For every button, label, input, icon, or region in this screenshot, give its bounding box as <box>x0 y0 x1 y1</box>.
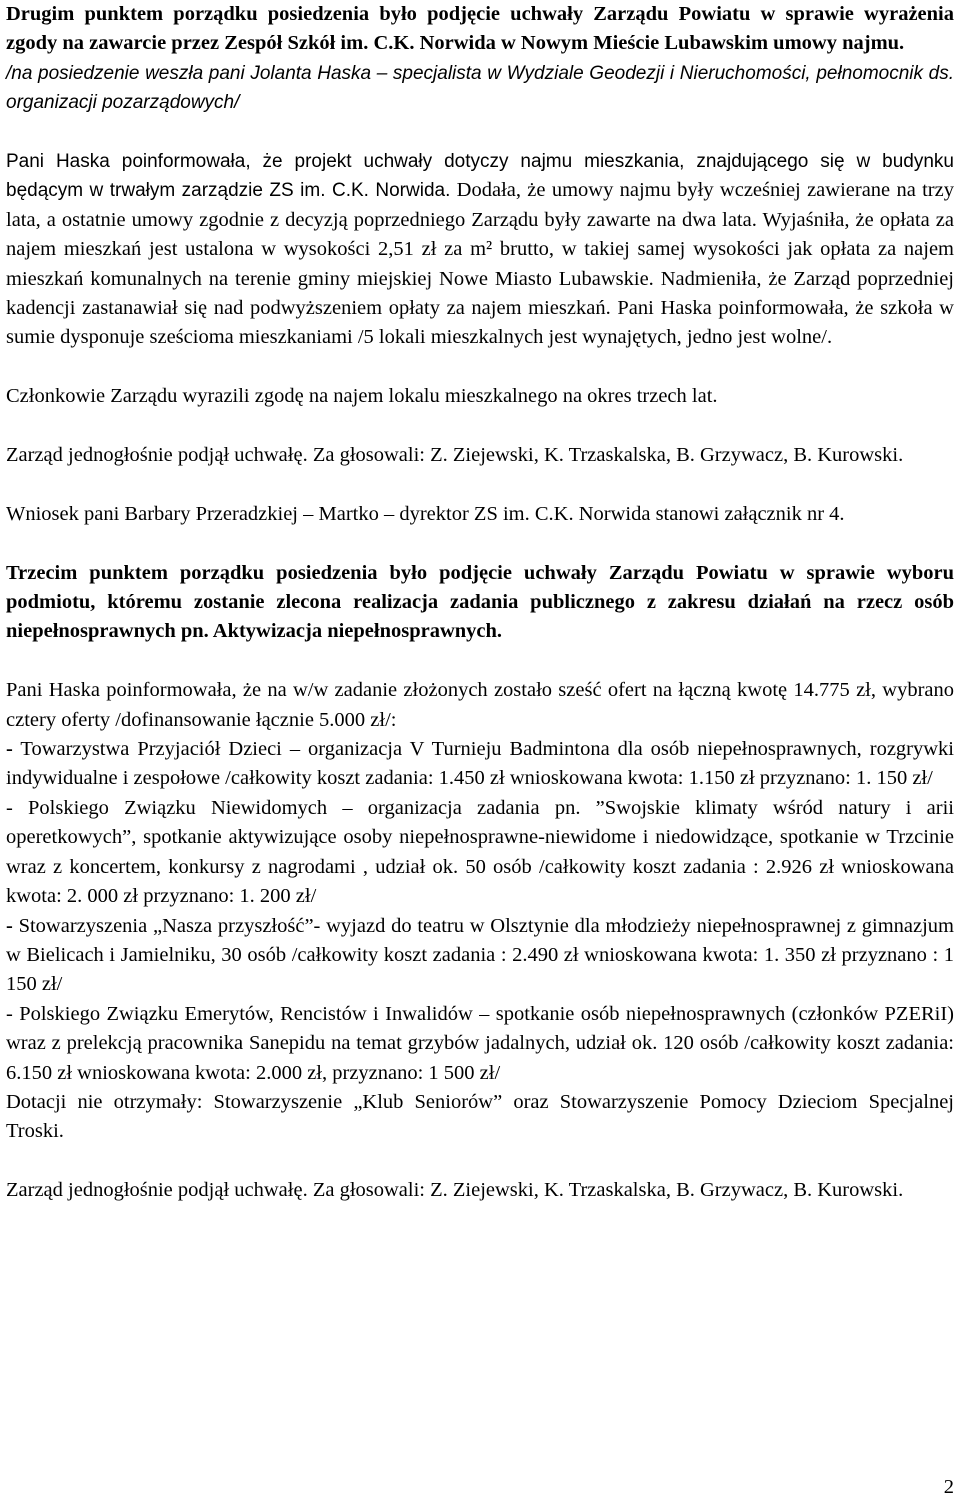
spacer <box>6 353 954 382</box>
offer-item-2: - Polskiego Związku Niewidomych – organizacja zadania pn. ”Swojskie klimaty wśród natury i arii operetkowych”, spotkanie aktywizujące osoby niepełnosprawne-niewidome i niedowidzące, spotkanie w Trzcinie wraz z koncertem, konkursy z nagrodami , udział ok. 50 osób /całkowity koszt zadania : 2.926 zł wnioskowana kwota: 2. 000 zł przyznano: 1. 200 zł/ <box>6 796 954 908</box>
rejected-offers-paragraph: Dotacji nie otrzymały: Stowarzyszenie „Klub Seniorów” oraz Stowarzyszenie Pomocy Dzieciom Specjalnej Troski. <box>6 1090 954 1143</box>
offer-item-3-text: Stowarzyszenia „Nasza przyszłość”- wyjazd do teatru w Olsztynie dla młodzieży niepełnosprawnej z gimnazjum w Bielicach i Jamielniku, 30 osób /całkowity koszt zadania : 2.490 zł wnioskowana kwota: 1. 350 zł przyznano : 1 150 zł/ <box>6 914 954 996</box>
list-dash: - <box>6 738 13 761</box>
attachment-note: Wniosek pani Barbary Przeradzkiej – Martko – dyrektor ZS im. C.K. Norwida stanowi załącznik nr 4. <box>6 502 845 525</box>
vote-result-paragraph: Zarząd jednogłośnie podjął uchwałę. Za głosowali: Z. Ziejewski, K. Trzaskalska, B. Grzywacz, B. Kurowski. <box>6 444 904 467</box>
attendance-note: /na posiedzenie weszła pani Jolanta Haska – specjalista w Wydziale Geodezji i Nieruchomości, pełnomocnik ds. organizacji pozarządowych/ <box>6 62 954 114</box>
list-dash: - <box>6 914 13 937</box>
page-number: 2 <box>943 1476 954 1498</box>
board-consent-paragraph: Członkowie Zarządu wyrazili zgodę na najem lokalu mieszkalnego na okres trzech lat. <box>6 385 718 408</box>
spacer <box>6 412 954 441</box>
agenda-item-3-heading: Trzecim punktem porządku posiedzenia było podjęcie uchwały Zarządu Powiatu w sprawie wyboru podmiotu, któremu zostanie zlecona realizacja zadania publicznego z zakresu działań na rzecz osób niepełnosprawnych pn. Aktywizacja niepełnosprawnych. <box>6 561 954 643</box>
spacer <box>6 1147 954 1176</box>
agenda-item-2-heading: Drugim punktem porządku posiedzenia było podjęcie uchwały Zarządu Powiatu w sprawie wyrażenia zgody na zawarcie przez Zespół Szkół im. C.K. Norwida w Nowym Mieście Lubawskim umowy najmu. <box>6 3 954 55</box>
offer-item-4: - Polskiego Związku Emerytów, Rencistów i Inwalidów – spotkanie osób niepełnosprawnych (członków PZERiI) wraz z prelekcją pracownika Sanepidu na temat grzybów jadalnych, udział ok. 120 osób /całkowity koszt zadania: 6.150 zł wnioskowana kwota: 2.000 zł, przyznano: 1 500 zł/ <box>6 1002 954 1084</box>
haska-report-paragraph <box>6 147 954 353</box>
haska-report-serif-part: Dodała, że umowy najmu były wcześniej zawierane na trzy lata, a ostatnie umowy zgodnie z decyzją poprzedniego Zarządu były zawarte na dwa lata. Wyjaśniła, że opłata za najem mieszkań jest ustalona w wysokości 2,51 zł za m² brutto, w takiej samej wysokości jak opłata za najem mieszkań komunalnych na terenie gminy miejskiej Nowe Miasto Lubawskie. Nadmieniła, że Zarząd poprzedniej kadencji zastanawiał się nad podwyższeniem opłaty za najem mieszkań. Pani Haska poinformowała, że szkoła w sumie dysponuje sześcioma mieszkaniami /5 lokali mieszkalnych jest wynajętych, jedno jest wolne/. <box>6 179 954 349</box>
offer-item-3 <box>6 912 954 1000</box>
offer-item-1 <box>6 735 954 794</box>
spacer <box>6 470 954 499</box>
haska-report-sans-part: Pani Haska poinformowała, że projekt uchwały dotyczy najmu mieszkania, znajdującego się w budynku będącym w trwałym zarządzie ZS im. C.K. Norwida. <box>6 151 954 202</box>
spacer <box>6 647 954 676</box>
vote-result-paragraph-2: Zarząd jednogłośnie podjął uchwałę. Za głosowali: Z. Ziejewski, K. Trzaskalska, B. Grzywacz, B. Kurowski. <box>6 1179 904 1202</box>
offers-intro-paragraph: Pani Haska poinformowała, że na w/w zadanie złożonych zostało sześć ofert na łączną kwotę 14.775 zł, wybrano cztery oferty /dofinansowanie łącznie 5.000 zł/: <box>6 679 954 731</box>
offer-item-1-text: Towarzystwa Przyjaciół Dzieci – organizacja V Turnieju Badmintona dla osób niepełnosprawnych, rozgrywki indywidualne i zespołowe /całkowity koszt zadania: 1.450 zł wnioskowana kwota: 1.150 zł przyznano: 1. 150 zł/ <box>6 738 954 790</box>
spacer <box>6 529 954 558</box>
spacer <box>6 118 954 147</box>
